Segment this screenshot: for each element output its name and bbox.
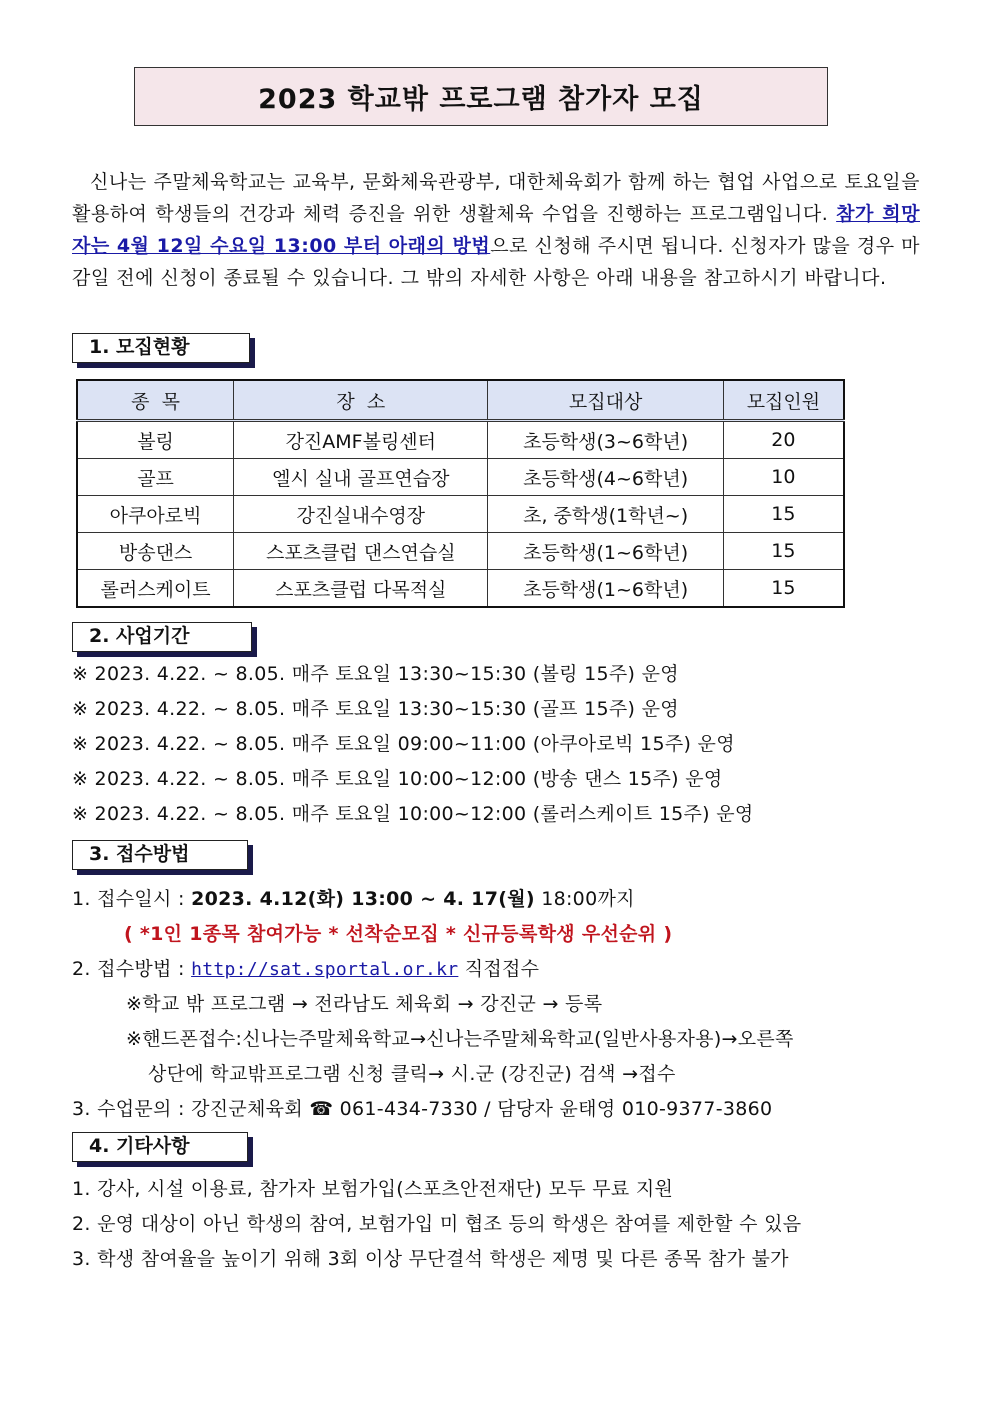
period-item: ※ 2023. 4.22. ~ 8.05. 매주 토요일 13:30~15:30 (골프 15주) 운영: [72, 698, 679, 720]
table-cell: 15: [723, 570, 844, 608]
apply-url-link[interactable]: http://sat.sportal.or.kr: [191, 959, 459, 980]
apply-date-tail: 18:00까지: [534, 888, 635, 910]
table-cell: 15: [723, 533, 844, 570]
table-cell: 15: [723, 496, 844, 533]
apply-notice-text: ( *1인 1종목 참여가능 * 선착순모집 * 신규등록학생 우선순위 ): [124, 923, 673, 945]
apply-method-label: 2. 접수방법 :: [72, 958, 192, 980]
table-cell: 20: [723, 421, 844, 459]
etc-list: [72, 1172, 801, 1277]
apply-path-mobile-cont: 상단에 학교밖프로그램 신청 클릭→ 시.군 (강진군) 검색 →접수: [148, 1063, 676, 1085]
apply-contact: 3. 수업문의 : 강진군체육회 ☎ 061-434-7330 / 담당자 윤태영 010-9377-3860: [72, 1098, 773, 1120]
section-heading-apply: 3. 접수방법: [72, 840, 248, 870]
apply-notice: [72, 917, 794, 952]
recruitment-table: [76, 379, 845, 608]
etc-item: 3. 학생 참여율을 높이기 위해 3회 이상 무단결석 학생은 제명 및 다른 종목 참가 불가: [72, 1248, 789, 1270]
table-cell: 롤러스케이트: [77, 570, 234, 608]
apply-list: [72, 882, 794, 1127]
intro-highlight: 참가 희망자는 4월 12일 수요일 13:00 부터 아래의 방법: [72, 203, 920, 257]
apply-method: [72, 952, 794, 987]
table-cell: 엘시 실내 골프연습장: [234, 459, 488, 496]
section-heading-period: 2. 사업기간: [72, 622, 252, 652]
apply-date-label: 1. 접수일시 :: [72, 888, 192, 910]
etc-item: 1. 강사, 시설 이용료, 참가자 보험가입(스포츠안전재단) 모두 무료 지원: [72, 1178, 674, 1200]
table-cell: 초등학생(1~6학년): [488, 570, 723, 608]
apply-path-mobile: ※핸드폰접수:신나는주말체육학교→신나는주말체육학교(일반사용자용)→오른쪽: [126, 1028, 794, 1050]
table-header-cell: 종 목: [77, 380, 234, 421]
intro-text-tail: 으로 신청해 주시면 됩니다. 신청자가 많을 경우 마감일 전에 신청이 종료될 수 있습니다. 그 밖의 자세한 사항은 아래 내용을 참고하시기 바랍니다.: [72, 235, 920, 289]
table-header-cell: 모집인원: [723, 380, 844, 421]
intro-paragraph: [72, 166, 920, 294]
period-item: ※ 2023. 4.22. ~ 8.05. 매주 토요일 13:30~15:30 (볼링 15주) 운영: [72, 663, 679, 685]
table-cell: 방송댄스: [77, 533, 234, 570]
table-cell: 초등학생(4~6학년): [488, 459, 723, 496]
apply-method-tail: 직접접수: [458, 958, 540, 980]
table-cell: 스포츠클럽 다목적실: [234, 570, 488, 608]
table-row: [77, 496, 844, 533]
table-cell: 아쿠아로빅: [77, 496, 234, 533]
apply-date: [72, 882, 794, 917]
intro-text: 신나는 주말체육학교는 교육부, 문화체육관광부, 대한체육회가 함께 하는 협업 사업으로 토요일을 활용하여 학생들의 건강과 체력 증진을 위한 생활체육 수업을 진행하는 프로그램입니다.: [72, 171, 920, 225]
period-item: ※ 2023. 4.22. ~ 8.05. 매주 토요일 10:00~12:00 (방송 댄스 15주) 운영: [72, 768, 723, 790]
page-title: 2023 학교밖 프로그램 참가자 모집: [134, 67, 828, 126]
table-cell: 초등학생(1~6학년): [488, 533, 723, 570]
table-header-cell: 장 소: [234, 380, 488, 421]
table-header-row: [77, 380, 844, 421]
table-row: [77, 570, 844, 608]
period-item: ※ 2023. 4.22. ~ 8.05. 매주 토요일 10:00~12:00 (롤러스케이트 15주) 운영: [72, 803, 754, 825]
table-cell: 초, 중학생(1학년~): [488, 496, 723, 533]
table-cell: 초등학생(3~6학년): [488, 421, 723, 459]
table-cell: 스포츠클럽 댄스연습실: [234, 533, 488, 570]
table-row: [77, 533, 844, 570]
table-cell: 10: [723, 459, 844, 496]
table-cell: 골프: [77, 459, 234, 496]
table-header-cell: 모집대상: [488, 380, 723, 421]
period-item: ※ 2023. 4.22. ~ 8.05. 매주 토요일 09:00~11:00 (아쿠아로빅 15주) 운영: [72, 733, 735, 755]
table-cell: 강진AMF볼링센터: [234, 421, 488, 459]
etc-item: 2. 운영 대상이 아닌 학생의 참여, 보험가입 미 협조 등의 학생은 참여를 제한할 수 있음: [72, 1213, 802, 1235]
table-row: [77, 421, 844, 459]
table-row: [77, 459, 844, 496]
table-cell: 강진실내수영장: [234, 496, 488, 533]
table-cell: 볼링: [77, 421, 234, 459]
apply-date-value: 2023. 4.12(화) 13:00 ~ 4. 17(월): [191, 888, 535, 910]
section-heading-etc: 4. 기타사항: [72, 1132, 248, 1162]
section-heading-recruitment: 1. 모집현황: [72, 333, 250, 363]
apply-path-web: ※학교 밖 프로그램 → 전라남도 체육회 → 강진군 → 등록: [126, 993, 603, 1015]
period-list: [72, 657, 754, 832]
